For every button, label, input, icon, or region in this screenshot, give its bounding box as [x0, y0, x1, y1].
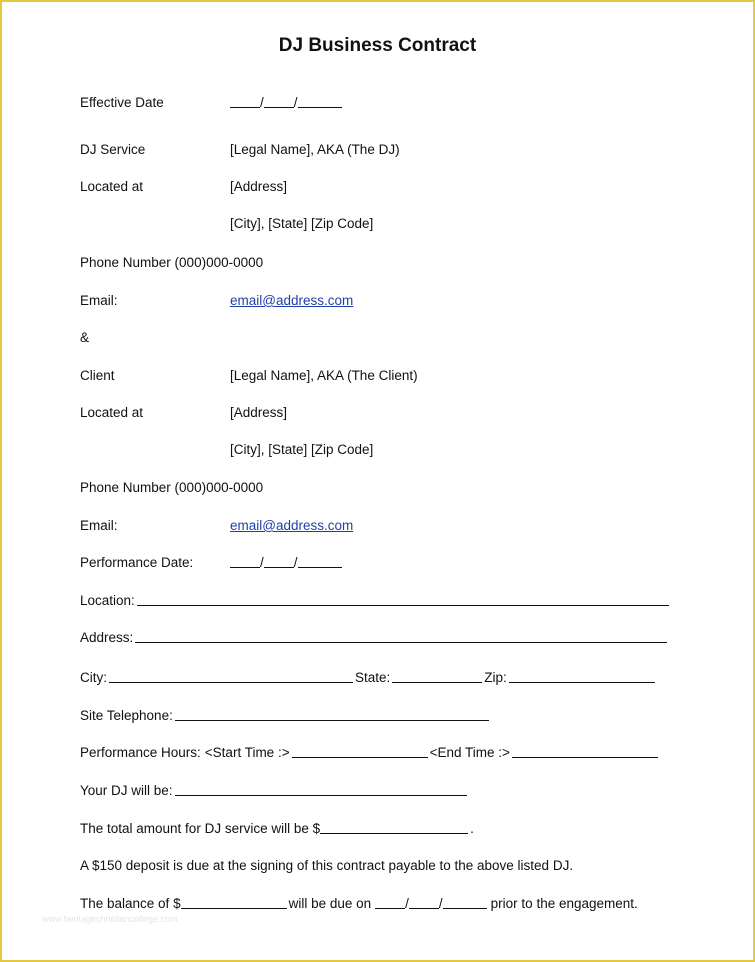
balance-prefix: The balance of $ [80, 896, 181, 911]
effective-date-label: Effective Date [80, 95, 164, 110]
location-row [80, 593, 671, 608]
date-slash: / [293, 95, 298, 110]
city-state-zip-value: [City], [State] [Zip Code] [230, 216, 374, 231]
date-blank-month[interactable] [230, 106, 260, 108]
dj-service-value: [Legal Name], AKA (The DJ) [230, 142, 400, 157]
deposit-row [80, 858, 573, 873]
period: . [470, 821, 474, 836]
email-label: Email: [80, 518, 118, 533]
site-telephone-row [80, 708, 491, 723]
performance-hours-row [80, 745, 660, 760]
address-value: [Address] [230, 405, 288, 420]
city-label: City: [80, 670, 107, 685]
performance-hours-label: Performance Hours: [80, 745, 201, 760]
your-dj-label: Your DJ will be: [80, 783, 173, 798]
phone-number-text: Phone Number (000)000-0000 [80, 255, 264, 270]
start-time-label: <Start Time :> [204, 745, 290, 760]
site-telephone-blank[interactable] [175, 719, 489, 721]
ampersand-row [80, 330, 89, 345]
address-label: Address: [80, 630, 134, 645]
state-label: State: [355, 670, 391, 685]
client-located-row [80, 405, 287, 420]
balance-middle: will be due on [288, 896, 372, 911]
total-amount-row [80, 821, 474, 836]
client-row [80, 368, 418, 383]
dj-service-row [80, 142, 400, 157]
phone-number-text: Phone Number (000)000-0000 [80, 480, 264, 495]
balance-amount-blank[interactable] [181, 907, 287, 909]
ampersand-text: & [80, 330, 90, 345]
balance-row [80, 896, 638, 911]
end-time-label: <End Time :> [429, 745, 510, 760]
date-blank-year[interactable] [298, 566, 342, 568]
city-blank[interactable] [109, 681, 353, 683]
location-label: Location: [80, 593, 135, 608]
total-amount-blank[interactable] [320, 832, 468, 834]
email-label: Email: [80, 293, 118, 308]
watermark: www.heritagechristiancollege.com [42, 914, 178, 924]
date-blank-day[interactable] [264, 566, 294, 568]
date-blank-day[interactable] [409, 907, 439, 909]
end-time-blank[interactable] [512, 756, 658, 758]
zip-blank[interactable] [509, 681, 655, 683]
city-state-zip-value: [City], [State] [Zip Code] [230, 442, 374, 457]
client-email-row [80, 518, 353, 533]
start-time-blank[interactable] [292, 756, 428, 758]
dj-city-row [80, 216, 373, 231]
page-title: DJ Business Contract [278, 35, 477, 56]
date-blank-year[interactable] [443, 907, 487, 909]
date-blank-month[interactable] [230, 566, 260, 568]
address-row [80, 630, 669, 645]
client-value: [Legal Name], AKA (The Client) [230, 368, 418, 383]
location-blank[interactable] [137, 604, 669, 606]
client-label: Client [80, 368, 115, 383]
date-slash: / [260, 95, 264, 110]
dj-phone-row [80, 255, 263, 270]
date-slash: / [438, 896, 443, 911]
date-blank-month[interactable] [375, 907, 405, 909]
address-value: [Address] [230, 179, 288, 194]
located-at-label: Located at [80, 179, 144, 194]
city-state-zip-row [80, 670, 657, 685]
date-blank-day[interactable] [264, 106, 294, 108]
located-at-label: Located at [80, 405, 144, 420]
email-link[interactable]: email@address.com [230, 293, 354, 308]
address-blank[interactable] [135, 641, 667, 643]
client-city-row [80, 442, 373, 457]
deposit-text: A $150 deposit is due at the signing of this contract payable to the above listed DJ. [80, 858, 574, 873]
client-phone-row [80, 480, 263, 495]
your-dj-row [80, 783, 469, 798]
effective-date-row [80, 95, 342, 110]
date-slash: / [293, 555, 298, 570]
date-slash: / [260, 555, 264, 570]
email-link[interactable]: email@address.com [230, 518, 354, 533]
site-telephone-label: Site Telephone: [80, 708, 173, 723]
performance-date-row [80, 555, 342, 570]
balance-suffix: prior to the engagement. [490, 896, 638, 911]
your-dj-blank[interactable] [175, 794, 467, 796]
dj-located-row [80, 179, 287, 194]
performance-date-label: Performance Date: [80, 555, 194, 570]
date-blank-year[interactable] [298, 106, 342, 108]
total-amount-text: The total amount for DJ service will be $ [80, 821, 321, 836]
zip-label: Zip: [484, 670, 507, 685]
date-slash: / [405, 896, 409, 911]
dj-email-row [80, 293, 353, 308]
dj-service-label: DJ Service [80, 142, 146, 157]
state-blank[interactable] [392, 681, 482, 683]
